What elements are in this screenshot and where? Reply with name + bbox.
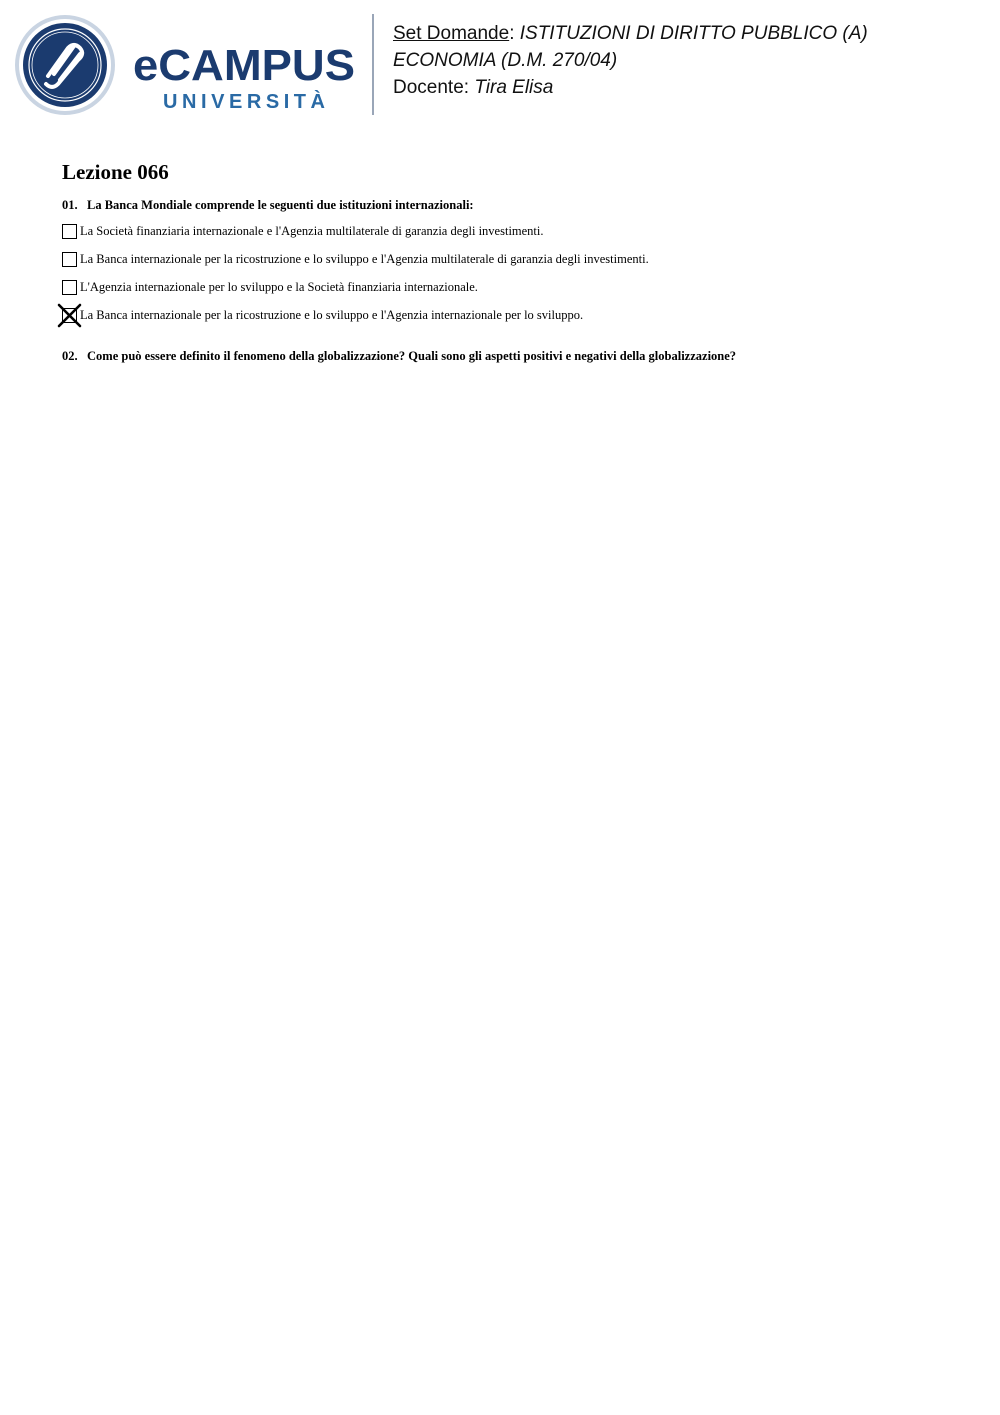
docente-line (393, 74, 983, 101)
answer-option-label: L'Agenzia internazionale per lo sviluppo e la Società finanziaria internazionale. (80, 280, 478, 294)
question-text: La Banca Mondiale comprende le seguenti due istituzioni internazionali: (87, 198, 474, 212)
course-subtitle: ECONOMIA (D.M. 270/04) (393, 50, 618, 71)
course-title: ISTITUZIONI DI DIRITTO PUBBLICO (A) (519, 23, 868, 44)
university-seal-logo (14, 14, 116, 116)
docente-label: Docente: (393, 77, 470, 98)
docente-name: Tira Elisa (474, 77, 554, 98)
answer-option-label: La Società finanziaria internazionale e l'Agenzia multilaterale di garanzia degli investimenti. (80, 224, 544, 238)
course-line: Set Domande: ISTITUZIONI DI DIRITTO PUBBLICO (A) (393, 23, 868, 44)
lesson-title: Lezione 066 (62, 160, 169, 184)
course-info (393, 20, 983, 101)
checkbox[interactable] (62, 224, 77, 239)
answer-option-label: La Banca internazionale per la ricostruzione e lo sviluppo e l'Agenzia internazionale per lo sviluppo. (80, 308, 584, 322)
svg-text:eCAMPUS: eCAMPUS (133, 41, 355, 90)
svg-text:UNIVERSITÀ: UNIVERSITÀ (163, 91, 325, 113)
document-header (0, 0, 1000, 130)
question-number: 02. (62, 349, 78, 363)
question-number: 01. (62, 198, 78, 212)
question-02 (62, 349, 736, 364)
header-divider (372, 14, 374, 115)
question-text: Come può essere definito il fenomeno della globalizzazione? Quali sono gli aspetti positivi e negativi della globalizzazione? (87, 349, 737, 363)
answer-option-label: La Banca internazionale per la ricostruzione e lo sviluppo e l'Agenzia multilaterale di garanzia degli investimenti. (80, 252, 649, 266)
set-domande-label: Set Domande (393, 23, 510, 44)
cross-mark-icon (57, 303, 82, 328)
ecampus-wordmark-logo (133, 38, 358, 118)
checkbox[interactable] (62, 280, 77, 295)
checkbox[interactable] (62, 252, 77, 267)
question-01 (62, 198, 474, 213)
